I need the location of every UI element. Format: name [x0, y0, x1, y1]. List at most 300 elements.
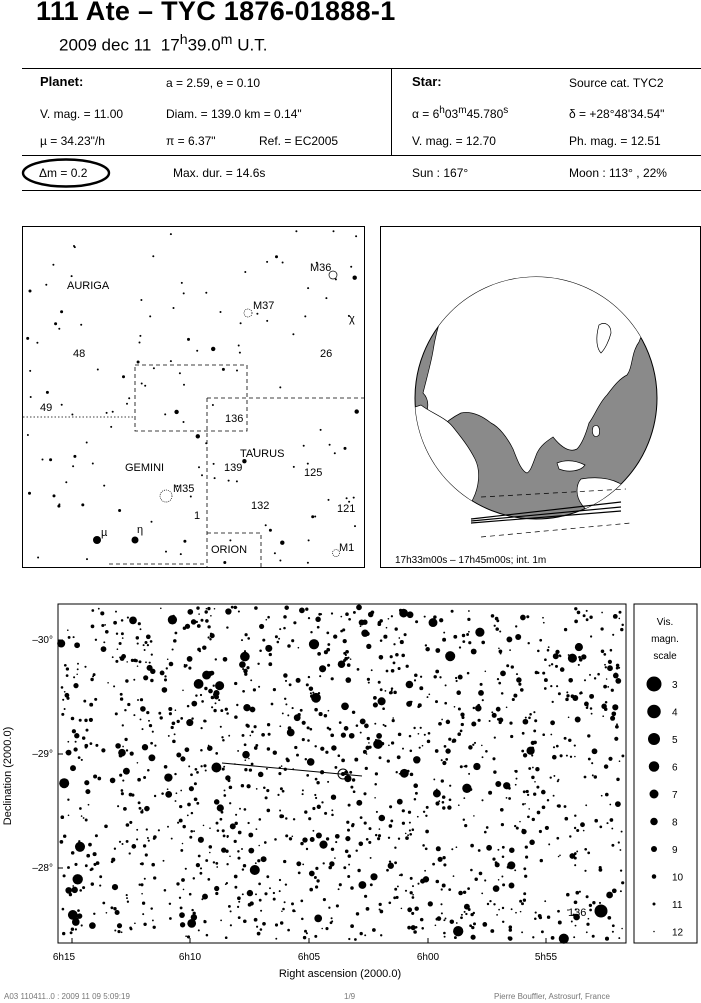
field-star [257, 932, 261, 936]
field-star [74, 733, 79, 738]
field-star [239, 808, 241, 810]
finder-star [52, 264, 54, 266]
field-star [457, 732, 461, 736]
field-star [603, 653, 606, 656]
field-star [488, 847, 491, 850]
field-star [402, 809, 405, 812]
field-star [164, 675, 166, 677]
field-star [583, 614, 586, 617]
field-star [424, 870, 426, 872]
field-star [196, 802, 199, 805]
field-star [441, 779, 444, 782]
field-star [445, 918, 447, 920]
field-star [386, 869, 389, 872]
field-star [234, 840, 237, 843]
field-star [486, 826, 489, 829]
field-star [456, 690, 461, 695]
field-star [391, 689, 393, 691]
field-star [366, 644, 371, 649]
field-star [84, 666, 86, 668]
field-star [62, 932, 65, 935]
field-star [223, 835, 226, 838]
field-star [592, 695, 594, 697]
field-star [414, 673, 418, 677]
finder-star [73, 245, 75, 247]
field-star [147, 837, 149, 839]
finder-star [81, 503, 84, 506]
field-star [349, 771, 352, 774]
field-star [499, 650, 503, 654]
field-star [126, 823, 130, 827]
field-star [436, 846, 441, 851]
field-star [135, 659, 138, 662]
field-star [502, 846, 505, 849]
field-star [225, 608, 231, 614]
field-star [570, 756, 572, 758]
mag-scale-dot [650, 790, 659, 799]
field-star [266, 768, 268, 770]
field-star [584, 776, 587, 779]
field-star [528, 642, 530, 644]
star-vmag: V. mag. = 12.70 [412, 134, 496, 148]
field-star [215, 658, 217, 660]
field-star [355, 849, 357, 851]
field-star [411, 925, 416, 930]
finder-star [307, 287, 309, 289]
field-star [583, 830, 585, 832]
finder-star [27, 434, 29, 436]
field-star [468, 610, 470, 612]
field-star [143, 844, 146, 847]
finder-star [58, 503, 60, 505]
field-star [458, 804, 460, 806]
finder-star [46, 391, 49, 394]
field-star [120, 697, 123, 700]
field-star [544, 658, 547, 661]
field-star [618, 937, 620, 939]
field-star [174, 733, 176, 735]
finder-star [141, 383, 143, 385]
field-star [240, 652, 250, 662]
field-star [148, 754, 155, 761]
info-divider [391, 68, 392, 155]
field-star [589, 616, 592, 619]
field-star [441, 912, 443, 914]
field-star [213, 861, 215, 863]
finder-star [26, 337, 29, 340]
field-star [537, 650, 540, 653]
field-star [308, 676, 310, 678]
mag-scale-dot [653, 931, 655, 933]
field-star [511, 908, 513, 910]
field-star [442, 795, 446, 799]
field-star [104, 824, 108, 828]
finder-star [86, 558, 88, 560]
field-star [207, 625, 210, 628]
finder-star [29, 290, 32, 293]
field-star [176, 792, 178, 794]
field-star [191, 701, 197, 707]
field-star [608, 660, 612, 664]
field-star [459, 646, 461, 648]
field-star [73, 676, 75, 678]
field-star [390, 655, 393, 658]
field-star [386, 670, 389, 673]
field-star [396, 896, 399, 899]
field-star [500, 671, 506, 677]
field-star [287, 929, 290, 932]
field-star [144, 806, 150, 812]
field-star [98, 608, 100, 610]
field-star [369, 827, 372, 830]
field-star [435, 924, 437, 926]
field-star [228, 735, 230, 737]
constellation-taurus: TAURUS [240, 448, 285, 460]
field-star [77, 913, 82, 918]
field-star [599, 868, 603, 872]
field-star [287, 729, 295, 737]
page-title: 111 Ate – TYC 1876-01888-1 [36, 0, 396, 26]
field-star [493, 885, 500, 892]
field-star [576, 719, 578, 721]
field-star [371, 669, 373, 671]
field-star [443, 863, 446, 866]
field-star [201, 619, 204, 622]
field-star [348, 804, 351, 807]
field-star [142, 902, 145, 905]
field-star [205, 619, 209, 623]
field-star [502, 921, 504, 923]
minutes-unit: m [220, 32, 233, 48]
field-star [601, 795, 603, 797]
field-star [285, 817, 287, 819]
field-star [523, 753, 527, 757]
field-star [621, 624, 623, 626]
field-star [487, 903, 489, 905]
field-star [496, 619, 499, 622]
field-star [495, 781, 501, 787]
field-star [259, 818, 262, 821]
field-star [592, 935, 595, 938]
field-star [390, 819, 393, 822]
field-star [477, 704, 480, 707]
field-star [469, 924, 472, 927]
field-star [534, 719, 537, 722]
field-star [606, 678, 608, 680]
mag-scale-dot [647, 705, 661, 719]
field-star [206, 608, 208, 610]
field-star [194, 797, 198, 801]
field-star [263, 786, 266, 789]
field-star [266, 645, 269, 648]
field-star [467, 672, 470, 675]
field-star [207, 607, 210, 610]
field-star [414, 679, 416, 681]
field-star [354, 938, 357, 941]
field-star [182, 843, 184, 845]
field-star [367, 678, 370, 681]
field-star [244, 759, 246, 761]
field-star [556, 685, 558, 687]
field-star [458, 675, 463, 680]
field-star [568, 739, 571, 742]
field-star [73, 874, 83, 884]
field-star [306, 848, 308, 850]
field-star [492, 757, 495, 760]
globe-svg [381, 227, 700, 567]
field-star [61, 713, 64, 716]
field-star [326, 632, 329, 635]
field-star [506, 664, 509, 667]
field-star [133, 714, 135, 716]
finder-star [58, 328, 60, 330]
mag-scale-label: 8 [672, 817, 678, 829]
field-star [184, 664, 186, 666]
field-star [75, 928, 77, 930]
field-star [341, 732, 346, 737]
field-star [552, 755, 557, 760]
field-star [168, 735, 170, 737]
field-star [520, 688, 524, 692]
field-star [141, 862, 144, 865]
field-star [611, 844, 614, 847]
field-star [556, 745, 559, 748]
field-star [193, 830, 195, 832]
declination-axis [32, 635, 53, 874]
field-star [347, 875, 350, 878]
field-star [451, 610, 454, 613]
field-star [529, 713, 532, 716]
field-star [214, 799, 220, 805]
field-star [296, 861, 301, 866]
field-star [388, 618, 390, 620]
field-star [586, 706, 589, 709]
field-star [199, 872, 202, 875]
field-star [524, 803, 526, 805]
field-star [117, 930, 120, 933]
field-star [361, 630, 368, 637]
field-star [473, 912, 475, 914]
field-star [338, 754, 341, 757]
field-star [267, 723, 270, 726]
field-star [103, 641, 105, 643]
finder-star [329, 444, 331, 446]
field-star [524, 875, 527, 878]
field-star [83, 700, 86, 703]
field-star [553, 746, 555, 748]
field-star [607, 665, 613, 671]
finder-star [165, 551, 167, 553]
field-star [63, 835, 66, 838]
finder-star [71, 414, 73, 416]
field-star [404, 633, 407, 636]
field-star [110, 906, 113, 909]
field-star [239, 661, 246, 668]
field-star [374, 797, 376, 799]
field-star [85, 819, 88, 822]
field-star [502, 907, 504, 909]
field-star [492, 713, 497, 718]
field-star [592, 901, 595, 904]
field-star [586, 895, 589, 898]
field-star [577, 611, 581, 615]
finder-star [153, 367, 155, 369]
field-star [493, 770, 496, 773]
field-star [126, 749, 128, 751]
field-star [511, 665, 514, 668]
field-star [97, 777, 101, 781]
field-star [398, 667, 401, 670]
ra-tick-6h10: 6h10 [178, 952, 202, 963]
field-star [356, 605, 362, 611]
field-star [126, 840, 129, 843]
field-star [200, 749, 203, 752]
field-star [460, 916, 463, 919]
field-star [77, 909, 80, 912]
field-star [94, 698, 97, 701]
field-star [315, 617, 320, 622]
field-star [609, 804, 611, 806]
field-star [399, 874, 401, 876]
finder-star [54, 322, 57, 325]
field-star [283, 673, 287, 677]
field-star [127, 617, 129, 619]
field-star [140, 718, 142, 720]
field-star [334, 857, 336, 859]
finder-star [183, 540, 186, 543]
field-star [88, 804, 90, 806]
field-star [382, 707, 385, 710]
field-star [507, 866, 510, 869]
field-star [574, 745, 576, 747]
field-star [365, 767, 368, 770]
field-star [213, 685, 215, 687]
field-star [111, 860, 114, 863]
field-star [461, 914, 463, 916]
field-star [238, 916, 241, 919]
field-star [248, 848, 254, 854]
field-star [321, 928, 323, 930]
field-star [320, 747, 324, 751]
field-star [168, 707, 172, 711]
field-star [450, 919, 455, 924]
finder-star [325, 297, 327, 299]
field-star [284, 698, 286, 700]
finder-star [303, 445, 305, 447]
field-star [445, 748, 450, 753]
finder-star [344, 447, 347, 450]
field-star [279, 890, 281, 892]
field-star [255, 893, 257, 895]
field-star [78, 756, 81, 759]
field-star [492, 857, 495, 860]
field-star [79, 807, 82, 810]
field-star [529, 840, 535, 846]
field-star [533, 711, 535, 713]
field-star [520, 615, 526, 621]
finder-star [86, 442, 88, 444]
finder-star [187, 338, 190, 341]
field-star [418, 733, 420, 735]
field-star [391, 741, 394, 744]
field-star [160, 670, 165, 675]
field-star [102, 902, 105, 905]
field-star [180, 756, 185, 761]
finder-star [239, 352, 241, 354]
field-star [273, 751, 277, 755]
field-star [121, 792, 124, 795]
field-star [101, 646, 107, 652]
field-star [248, 903, 252, 907]
field-star [243, 704, 250, 711]
field-star [136, 838, 138, 840]
field-star [531, 776, 534, 779]
field-star [523, 719, 529, 725]
field-star [578, 664, 580, 666]
field-star [142, 913, 144, 915]
field-star [321, 801, 323, 803]
field-star [456, 922, 458, 924]
field-star [373, 696, 377, 700]
planet-vmag: V. mag. = 11.00 [40, 107, 124, 121]
finder-star [42, 459, 44, 461]
field-star [501, 823, 504, 826]
field-star [85, 789, 90, 794]
field-star [548, 646, 550, 648]
field-star [364, 895, 367, 898]
field-star [452, 740, 455, 743]
field-star [352, 711, 355, 714]
field-star [191, 717, 193, 719]
field-star [298, 872, 301, 875]
dec-tick-29: –29° [32, 749, 53, 760]
field-star [481, 641, 485, 645]
field-star [603, 685, 607, 689]
field-star [331, 920, 333, 922]
field-star [187, 705, 190, 708]
mag-scale-dot [652, 874, 657, 879]
field-star [115, 712, 118, 715]
field-star [581, 654, 586, 659]
field-star [187, 814, 189, 816]
field-star [179, 912, 185, 918]
field-star [139, 807, 142, 810]
field-star [345, 849, 349, 853]
finder-star [140, 299, 142, 301]
field-star [177, 822, 179, 824]
field-star [574, 620, 578, 624]
field-star [441, 888, 443, 890]
field-star [606, 822, 608, 824]
field-star [189, 786, 194, 791]
field-star [437, 916, 442, 921]
field-star [617, 665, 619, 667]
field-star [244, 633, 247, 636]
field-star [140, 706, 146, 712]
field-star [246, 666, 249, 669]
label-136: 136 [225, 413, 244, 425]
field-star [154, 795, 156, 797]
field-star [521, 902, 524, 905]
finder-star [196, 350, 198, 352]
field-star [612, 704, 618, 710]
finder-star [49, 458, 52, 461]
field-star [174, 773, 176, 775]
field-star [205, 859, 208, 862]
field-star [301, 918, 304, 921]
field-star [62, 908, 65, 911]
field-star [202, 671, 211, 680]
